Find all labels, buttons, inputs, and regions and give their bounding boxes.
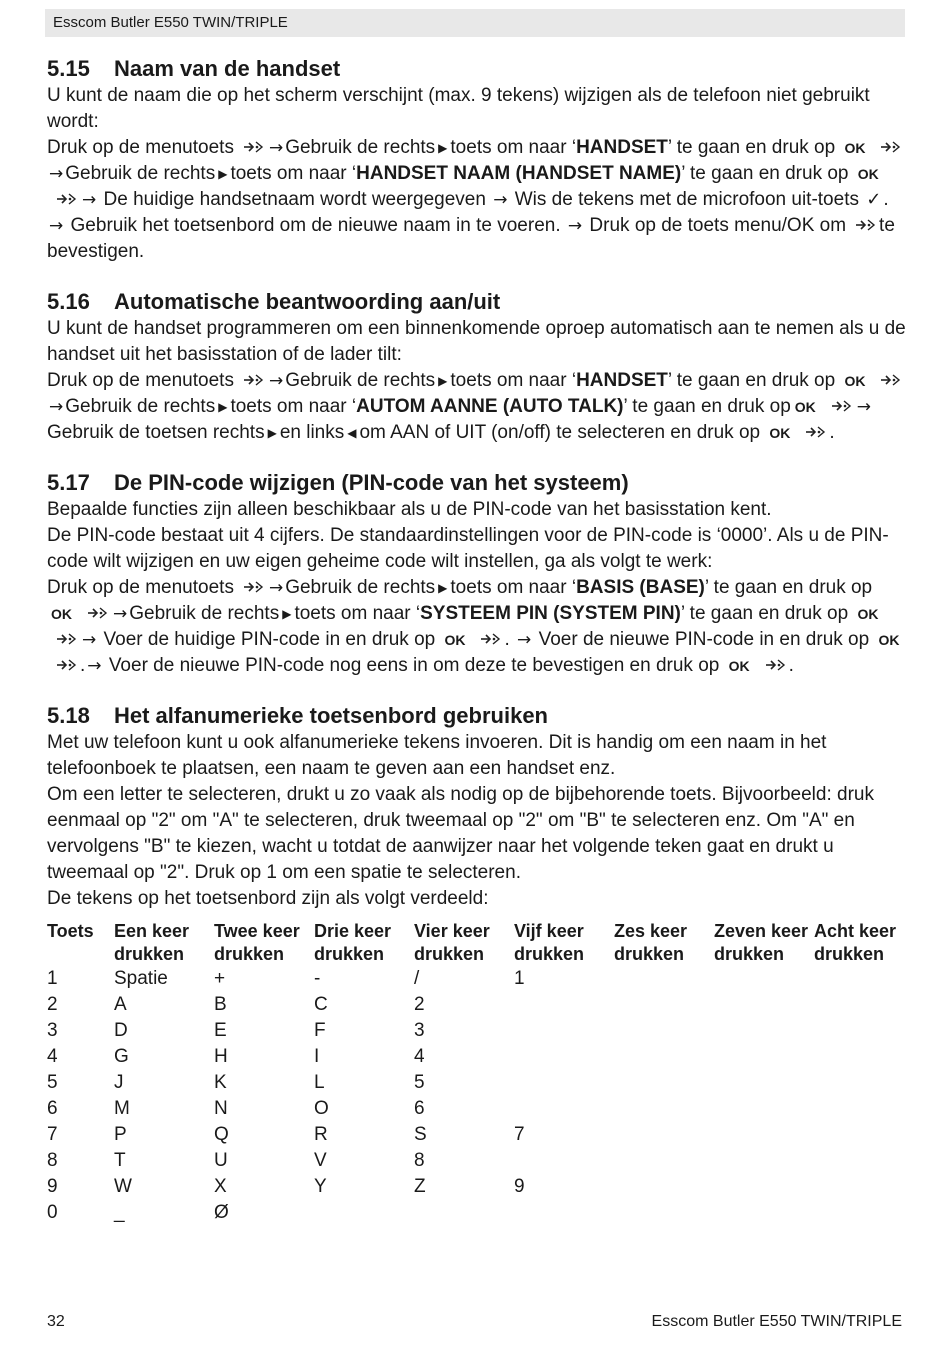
- table-cell: +: [214, 968, 226, 989]
- table-cell: [814, 1122, 907, 1148]
- table-cell: 1: [47, 968, 58, 989]
- ok-key-label: OK: [857, 606, 879, 622]
- column-header: Een keer drukken: [114, 921, 190, 964]
- table-cell: [714, 1200, 814, 1226]
- table-row: [47, 1148, 907, 1174]
- menu-key-icon: [879, 140, 901, 154]
- table-row: [47, 1122, 907, 1148]
- table-cell: K: [214, 1072, 227, 1093]
- table-cell: 8: [414, 1150, 425, 1171]
- ok-key-label: OK: [857, 166, 879, 182]
- table-cell: [314, 1200, 414, 1226]
- menu-key-icon: [86, 606, 108, 620]
- menu-key-icon: [242, 140, 264, 154]
- right-arrow-icon: →: [517, 630, 532, 650]
- table-cell: 1: [514, 968, 525, 989]
- menu-key-icon: [479, 632, 501, 646]
- table-cell: -: [314, 968, 321, 989]
- table-header-row: [47, 920, 907, 966]
- section-title: 5.15 Naam van de handset: [47, 56, 341, 81]
- table-row: [47, 992, 907, 1018]
- table-cell: 2: [47, 994, 58, 1015]
- table-cell: 4: [47, 1046, 58, 1067]
- column-header: Acht keer drukken: [814, 921, 897, 964]
- table-cell: [514, 1200, 614, 1226]
- right-arrow-icon: →: [82, 630, 97, 650]
- table-cell: Ø: [214, 1202, 229, 1223]
- table-cell: E: [214, 1020, 227, 1041]
- table-cell: I: [314, 1046, 320, 1067]
- right-triangle-icon: ▶: [218, 400, 228, 414]
- table-cell: [614, 992, 714, 1018]
- right-arrow-icon: →: [268, 578, 284, 598]
- table-cell: 9: [514, 1176, 525, 1197]
- table-cell: Spatie: [114, 968, 168, 989]
- column-header: Vier keer drukken: [414, 921, 490, 964]
- table-cell: D: [114, 1020, 128, 1041]
- table-cell: [714, 992, 814, 1018]
- table-cell: H: [214, 1046, 228, 1067]
- table-cell: O: [314, 1098, 329, 1119]
- keypad-character-table: [47, 920, 907, 1226]
- mic-off-key-icon: ✓: [866, 189, 882, 210]
- table-cell: 7: [47, 1124, 58, 1145]
- menu-key-icon: [55, 658, 77, 672]
- right-triangle-icon: ▶: [218, 167, 228, 181]
- paragraph: U kunt de naam die op het scherm verschijnt (max. 9 tekens) wijzigen als de telefoon niet gebruikt wordt:: [47, 85, 870, 132]
- page-content: [47, 55, 907, 1249]
- table-row: [47, 1044, 907, 1070]
- table-cell: [714, 1122, 814, 1148]
- right-arrow-icon: →: [268, 138, 284, 158]
- right-arrow-icon: →: [856, 397, 872, 417]
- section-5-17: [47, 469, 907, 679]
- paragraph: Met uw telefoon kunt u ook alfanumerieke tekens invoeren. Dit is handig om een naam in het telefoonboek te plaatsen, een naam te geven aan een handset enz.: [47, 732, 827, 779]
- paragraph: De tekens op het toetsenbord zijn als volgt verdeeld:: [47, 888, 489, 909]
- table-cell: T: [114, 1150, 126, 1171]
- table-cell: [414, 1200, 514, 1226]
- right-triangle-icon: ▶: [282, 607, 292, 621]
- table-cell: [514, 992, 614, 1018]
- table-cell: A: [114, 994, 127, 1015]
- instruction-paragraph: Druk op de menutoets → Gebruik de rechts ▶ toets om naar ‘HANDSET’ te gaan en druk op OK→ Gebruik de rechts ▶ toets om naar ‘AUTOM AANNE (AUTO TALK)’ te gaan en druk op OK → Gebruik de toetsen rechts ▶ en links ◀ om AAN of UIT (on/off) te selecteren en druk op OK .: [47, 368, 907, 446]
- menu-key-icon: [854, 218, 876, 232]
- table-cell: [714, 1148, 814, 1174]
- table-cell: [614, 1044, 714, 1070]
- instruction-paragraph: Druk op de menutoets → Gebruik de rechts ▶ toets om naar ‘BASIS (BASE)’ te gaan en druk op OK → Gebruik de rechts ▶ toets om naar ‘SYSTEEM PIN (SYSTEM PIN)’ te gaan en druk op OK→ Voer de huidige PIN-code in en druk op OK . → Voer de nieuwe PIN-code in en druk op OK. → Voer de nieuwe PIN-code nog eens in om deze te bevestigen en druk op OK .: [47, 577, 900, 676]
- table-cell: 3: [47, 1020, 58, 1041]
- table-row: [47, 1018, 907, 1044]
- table-cell: [714, 1096, 814, 1122]
- right-arrow-icon: →: [49, 397, 64, 417]
- table-cell: 2: [414, 994, 425, 1015]
- paragraph: Bepaalde functies zijn alleen beschikbaar als u de PIN-code van het basisstation kent.: [47, 499, 772, 520]
- table-cell: [814, 966, 907, 992]
- table-cell: _: [114, 1202, 125, 1223]
- table-row: [47, 1070, 907, 1096]
- table-cell: [814, 1200, 907, 1226]
- right-arrow-icon: →: [493, 190, 508, 210]
- section-5-15: [47, 55, 907, 265]
- table-cell: [514, 1096, 614, 1122]
- menu-key-icon: [55, 192, 77, 206]
- table-cell: [514, 1070, 614, 1096]
- right-arrow-icon: →: [49, 164, 64, 184]
- table-row: [47, 1174, 907, 1200]
- table-cell: [814, 1044, 907, 1070]
- menu-key-icon: [804, 425, 826, 439]
- ok-key-label: OK: [444, 632, 466, 648]
- section-title: 5.17 De PIN-code wijzigen (PIN-code van het systeem): [47, 470, 629, 495]
- table-cell: N: [214, 1098, 228, 1119]
- ok-key-label: OK: [844, 373, 866, 389]
- footer-title: Esscom Butler E550 TWIN/TRIPLE: [651, 1313, 902, 1330]
- table-cell: [514, 1148, 614, 1174]
- table-cell: [814, 1018, 907, 1044]
- menu-key-icon: [764, 658, 786, 672]
- ok-key-label: OK: [728, 658, 750, 674]
- table-cell: V: [314, 1150, 327, 1171]
- right-triangle-icon: ▶: [438, 141, 448, 155]
- right-arrow-icon: →: [268, 371, 284, 391]
- table-cell: 6: [47, 1098, 58, 1119]
- table-cell: R: [314, 1124, 328, 1145]
- column-header: Toets: [47, 921, 94, 941]
- table-cell: M: [114, 1098, 130, 1119]
- table-cell: X: [214, 1176, 227, 1197]
- table-cell: 9: [47, 1176, 58, 1197]
- table-cell: [714, 966, 814, 992]
- right-triangle-icon: ▶: [438, 374, 448, 388]
- paragraph: Om een letter te selecteren, drukt u zo vaak als nodig op de bijbehorende toets. Bijvoorbeeld: druk eenmaal op "2" om "A" te selecteren, druk tweemaal op "2" om "B" te selecteren enz. Om "A" en vervolgens "B" te kiezen, wacht u totdat de aanwijzer naar het volgende teken gaat en drukt u tweemaal op "2". Druk op 1 om een spatie te selecteren.: [47, 784, 874, 883]
- table-body: [47, 966, 907, 1226]
- menu-key-icon: [830, 399, 852, 413]
- table-cell: 4: [414, 1046, 425, 1067]
- table-cell: F: [314, 1020, 326, 1041]
- column-header: Drie keer drukken: [314, 921, 392, 964]
- table-cell: [814, 1070, 907, 1096]
- table-cell: 6: [414, 1098, 425, 1119]
- table-cell: W: [114, 1176, 132, 1197]
- table-row: [47, 1096, 907, 1122]
- instruction-paragraph: Druk op de menutoets → Gebruik de rechts ▶ toets om naar ‘HANDSET’ te gaan en druk op OK→ Gebruik de rechts ▶ toets om naar ‘HANDSET NAAM (HANDSET NAME)’ te gaan en druk op OK→ De huidige handsetnaam wordt weergegeven → Wis de tekens met de microfoon uit-toets ✓ . → Gebruik het toetsenbord om de nieuwe naam in te voeren. → Druk op de toets menu/OK om te bevestigen.: [47, 135, 907, 265]
- table-cell: P: [114, 1124, 127, 1145]
- table-cell: 3: [414, 1020, 425, 1041]
- table-cell: 5: [47, 1072, 58, 1093]
- column-header: Vijf keer drukken: [514, 921, 585, 964]
- menu-key-icon: [242, 580, 264, 594]
- table-row: [47, 966, 907, 992]
- right-triangle-icon: ▶: [267, 426, 277, 440]
- column-header: Zeven keer drukken: [714, 921, 809, 964]
- table-cell: [614, 1174, 714, 1200]
- table-cell: [714, 1044, 814, 1070]
- menu-key-icon: [55, 632, 77, 646]
- section-5-16: [47, 288, 907, 446]
- table-cell: [614, 1018, 714, 1044]
- table-cell: 5: [414, 1072, 425, 1093]
- menu-key-icon: [242, 373, 264, 387]
- table-cell: S: [414, 1124, 427, 1145]
- right-arrow-icon: →: [49, 216, 64, 236]
- column-header: Zes keer drukken: [614, 921, 688, 964]
- table-cell: L: [314, 1072, 325, 1093]
- table-cell: G: [114, 1046, 129, 1067]
- table-cell: [714, 1070, 814, 1096]
- left-triangle-icon: ◀: [347, 426, 357, 440]
- table-cell: J: [114, 1072, 124, 1093]
- table-row: [47, 1200, 907, 1226]
- table-cell: [514, 1018, 614, 1044]
- table-cell: /: [414, 968, 420, 989]
- right-arrow-icon: →: [87, 656, 102, 676]
- table-cell: C: [314, 994, 328, 1015]
- table-cell: 0: [47, 1202, 58, 1223]
- table-cell: B: [214, 994, 227, 1015]
- table-cell: [614, 1200, 714, 1226]
- ok-key-label: OK: [878, 632, 900, 648]
- table-cell: [814, 1174, 907, 1200]
- paragraph: De PIN-code bestaat uit 4 cijfers. De standaardinstellingen voor de PIN-code is ‘0000’. Als u de PIN-code wilt wijzigen en uw eigen geheime code wilt instellen, ga als volgt te werk:: [47, 525, 889, 572]
- section-title: 5.16 Automatische beantwoording aan/uit: [47, 289, 501, 314]
- table-cell: [614, 1122, 714, 1148]
- running-header: Esscom Butler E550 TWIN/TRIPLE: [45, 9, 905, 37]
- right-arrow-icon: →: [567, 216, 583, 236]
- page-number: 32: [47, 1313, 65, 1330]
- ok-key-label: OK: [794, 399, 816, 415]
- ok-key-label: OK: [769, 425, 791, 441]
- right-arrow-icon: →: [82, 190, 97, 210]
- section-5-18: [47, 702, 907, 1226]
- table-cell: [814, 1096, 907, 1122]
- table-cell: Z: [414, 1176, 426, 1197]
- table-cell: [614, 1070, 714, 1096]
- table-cell: 8: [47, 1150, 58, 1171]
- right-arrow-icon: →: [113, 604, 128, 624]
- table-cell: [614, 1096, 714, 1122]
- table-cell: [814, 1148, 907, 1174]
- table-cell: Q: [214, 1124, 229, 1145]
- column-header: Twee keer drukken: [214, 921, 300, 964]
- table-cell: [714, 1018, 814, 1044]
- table-cell: [814, 992, 907, 1018]
- paragraph: U kunt de handset programmeren om een binnenkomende oproep automatisch aan te nemen als u de handset uit het basisstation of de lader tilt:: [47, 318, 906, 365]
- table-cell: 7: [514, 1124, 525, 1145]
- menu-key-icon: [879, 373, 901, 387]
- right-triangle-icon: ▶: [438, 581, 448, 595]
- table-cell: [714, 1174, 814, 1200]
- table-cell: [614, 1148, 714, 1174]
- table-cell: [514, 1044, 614, 1070]
- table-cell: [614, 966, 714, 992]
- section-title: 5.18 Het alfanumerieke toetsenbord gebruiken: [47, 703, 548, 728]
- table-cell: U: [214, 1150, 228, 1171]
- ok-key-label: OK: [51, 606, 72, 622]
- ok-key-label: OK: [844, 140, 866, 156]
- table-cell: Y: [314, 1176, 327, 1197]
